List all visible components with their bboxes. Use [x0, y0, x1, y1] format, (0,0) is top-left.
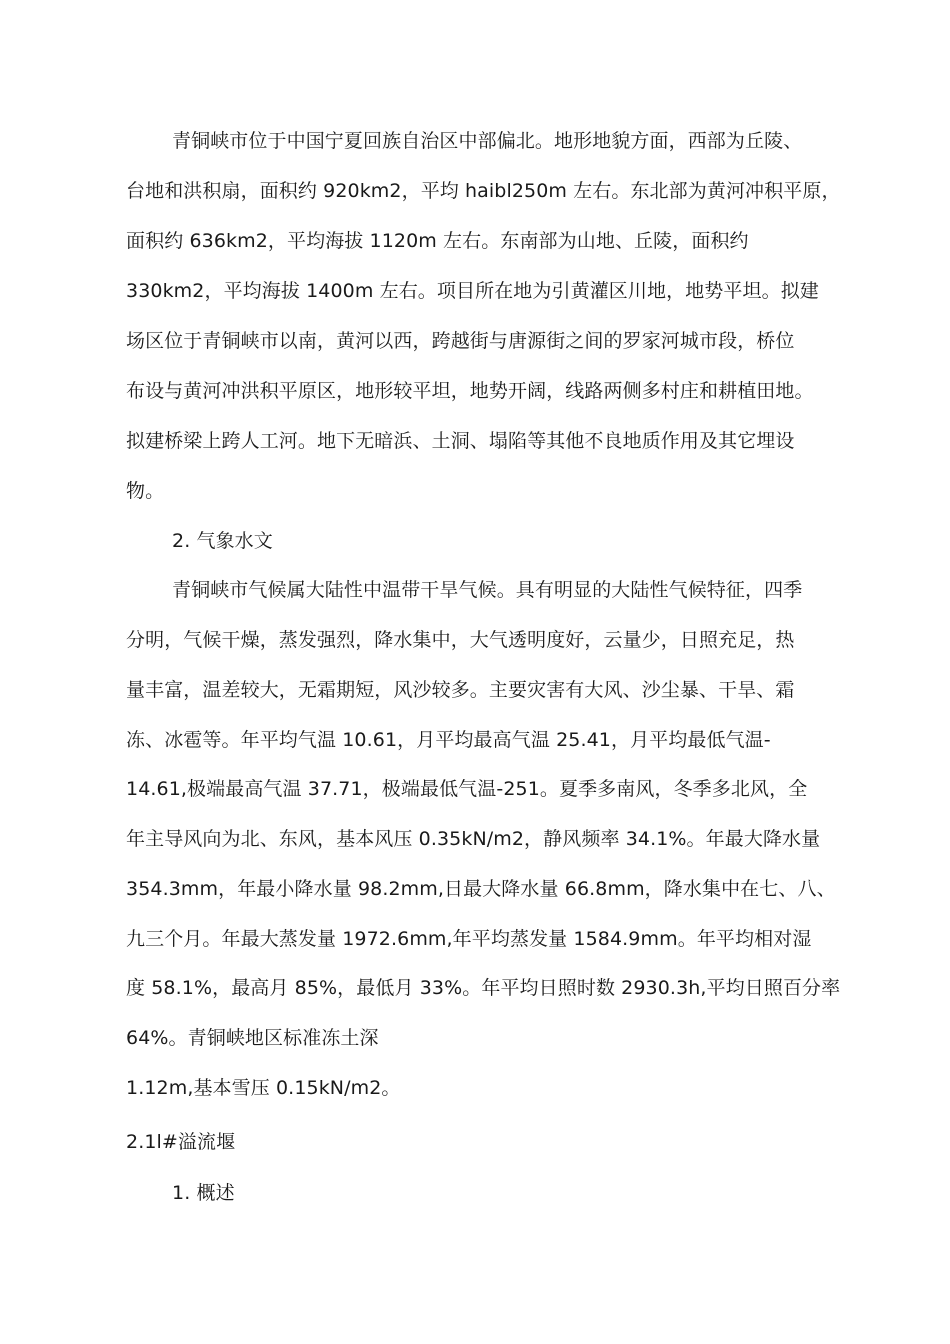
paragraph-1-line-7: 拟建桥梁上跨人工河。地下无暗浜、土洞、塌陷等其他不良地质作用及其它埋设 — [126, 430, 795, 452]
paragraph-1-line-6: 布设与黄河冲洪积平原区，地形较平坦，地势开阔，线路两侧多村庄和耕植田地。 — [126, 380, 814, 402]
paragraph-1-line-3: 面积约 636km2，平均海拔 1120m 左右。东南部为山地、丘陵，面积约 — [126, 230, 749, 252]
section-heading-weir: 2.1l#溢流堰 — [126, 1131, 236, 1153]
paragraph-1-line-8: 物。 — [126, 480, 165, 502]
snow-pressure-line: 1.12m,基本雪压 0.15kN/m2。 — [126, 1077, 401, 1099]
paragraph-1-line-5: 场区位于青铜峡市以南，黄河以西，跨越街与唐源街之间的罗家河城市段，桥位 — [126, 330, 795, 352]
paragraph-1-line-2: 台地和洪积扇，面积约 920km2，平均 haibl250m 左右。东北部为黄河冲积平原， — [126, 180, 841, 202]
paragraph-2-line-7: 354.3mm，年最小降水量 98.2mm,日最大降水量 66.8mm，降水集中在七、八、 — [126, 878, 836, 900]
paragraph-2-line-3: 量丰富，温差较大，无霜期短，风沙较多。主要灾害有大风、沙尘暴、干旱、霜 — [126, 679, 795, 701]
paragraph-2-line-5: 14.61,极端最高气温 37.71，极端最低气温-251。夏季多南风，冬季多北风，全 — [126, 778, 808, 800]
paragraph-2-line-1: 青铜峡市气候属大陆性中温带干旱气候。具有明显的大陆性气候特征，四季 — [172, 579, 803, 601]
paragraph-2-line-2: 分明，气候干燥，蒸发强烈，降水集中，大气透明度好，云量少，日照充足，热 — [126, 629, 795, 651]
paragraph-2-line-10: 64%。青铜峡地区标准冻土深 — [126, 1027, 379, 1049]
paragraph-2-line-8: 九三个月。年最大蒸发量 1972.6mm,年平均蒸发量 1584.9mm。年平均相对湿 — [126, 928, 812, 950]
paragraph-2-line-9: 度 58.1%，最高月 85%，最低月 33%。年平均日照时数 2930.3h,平均日照百分率 — [126, 977, 841, 999]
paragraph-1-line-4: 330km2，平均海拔 1400m 左右。项目所在地为引黄灌区川地，地势平坦。拟建 — [126, 280, 819, 302]
list-item-overview: 1. 概述 — [172, 1182, 235, 1204]
paragraph-2-line-6: 年主导风向为北、东风，基本风压 0.35kN/m2，静风频率 34.1%。年最大降水量 — [126, 828, 821, 850]
paragraph-2-line-4: 冻、冰雹等。年平均气温 10.61，月平均最高气温 25.41，月平均最低气温- — [126, 729, 771, 751]
paragraph-1-line-1: 青铜峡市位于中国宁夏回族自治区中部偏北。地形地貌方面，西部为丘陵、 — [172, 130, 803, 152]
heading-meteorology: 2. 气象水文 — [172, 530, 273, 552]
